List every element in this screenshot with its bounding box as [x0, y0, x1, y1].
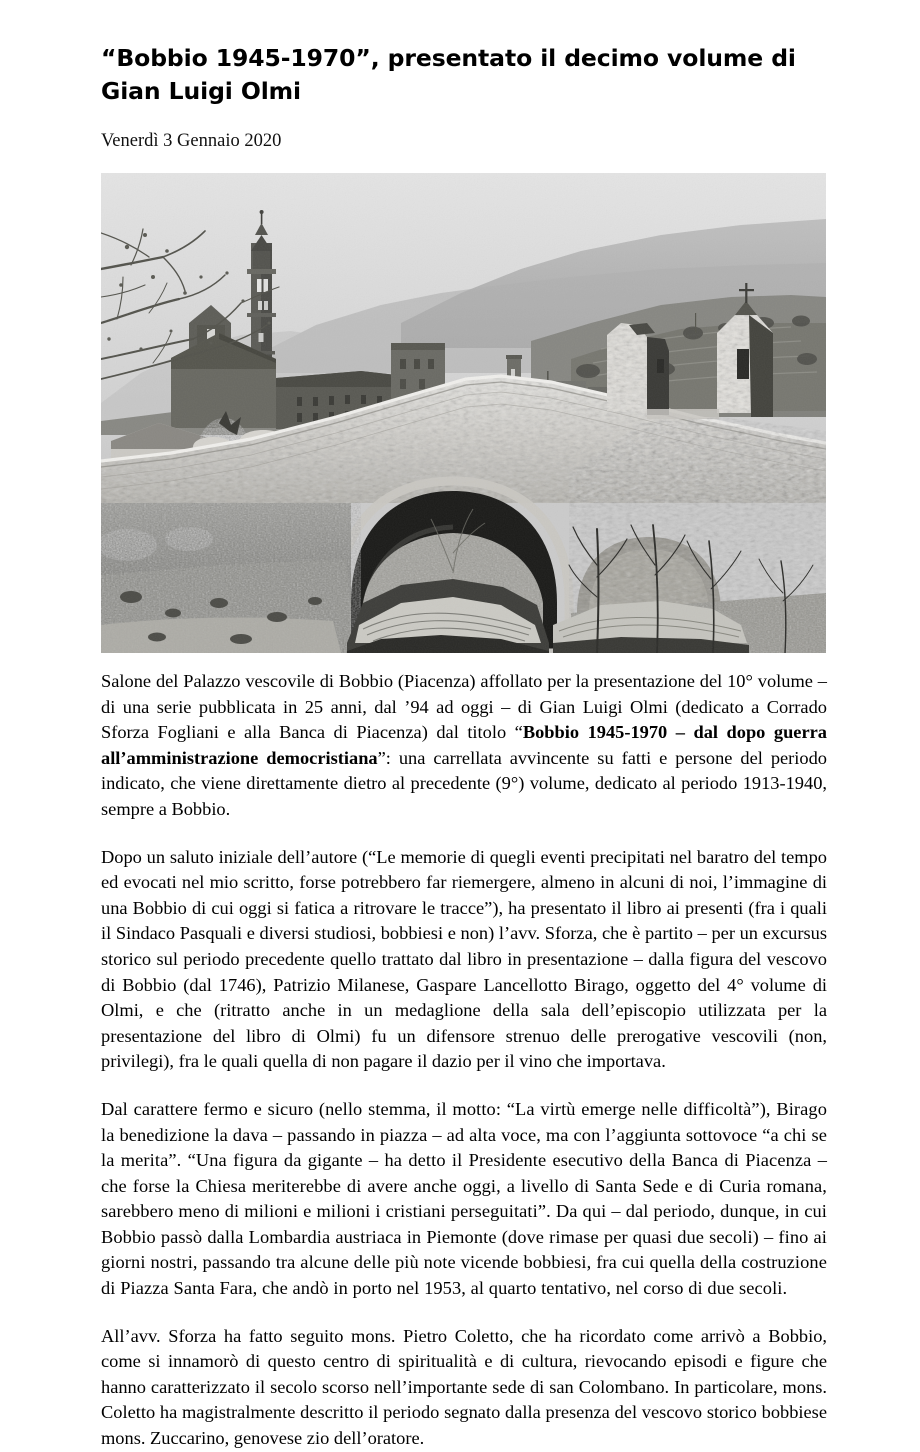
emphasis-bold-run: Bobbio 1945-1970 – dal dopo guerra all’amministrazione democristiana [101, 722, 827, 768]
text-run: Salone del Palazzo vescovile di Bobbio (Piacenza) affollato per la presentazione del 10° volume – di una serie pubblicata in 25 anni, dal ’94 ad oggi – di Gian Luigi Olmi (dedicato a Corrado Sforza Fogliani e alla Banca di Piacenza) dal titolo “ [101, 671, 827, 743]
article-body [101, 653, 827, 1452]
text-run: Dal carattere fermo e sicuro (nello stemma, il motto: “La virtù emerge nelle difficoltà”), Birago la benedizione la dava – passando in piazza – ad alta voce, ma con l’aggiunta sottovoce “a chi se la merita”. “Una figura da gigante – ha detto il Presidente esecutivo della Banca di Piacenza – che forse la Chiesa meriterebbe di avere anche oggi, a livello di Santa Sede e di Curia romana, sarebbero meno di milioni e milioni i cristiani perseguitati”. Da qui – dal periodo, dunque, in cui Bobbio passò dalla Lombardia austriaca in Piemonte (dove rimase per quasi due secoli) – fino ai giorni nostri, passando tra alcune delle più note vicende bobbiesi, fra cui quella della costruzione di Piazza Santa Fara, che andò in porto nel 1953, al quarto tentativo, nel corso di due secoli. [101, 1098, 827, 1299]
paragraph-3 [101, 1097, 827, 1302]
paragraph-4 [101, 1324, 827, 1452]
article-date: Venerdì 3 Gennaio 2020 [101, 131, 282, 151]
text-run: All’avv. Sforza ha fatto seguito mons. Pietro Coletto, che ha ricordato come arrivò a Bobbio, come si innamorò di questo centro di spiritualità e di cultura, rievocando episodi e figure che hanno caratterizzato il secolo scorso nell’importante sede di san Colombano. In particolare, mons. Coletto ha magistralmente descritto il periodo segnato dalla presenza del vescovo storico bobbiese mons. Zuccarino, genovese zio dell’oratore. [101, 1325, 827, 1449]
paragraph-2 [101, 845, 827, 1075]
text-run: Dopo un saluto iniziale dell’autore (“Le memorie di quegli eventi precipitati nel baratro del tempo ed evocati nel mio scritto, forse potrebbero far riemergere, almeno in alcuni di noi, l’immagine di una Bobbio di cui oggi si fatica a ritrovare le tracce”), ha presentato il libro ai presenti (fra i quali il Sindaco Pasquali e diversi studiosi, bobbiesi e non) l’avv. Sforza, che è partito – per un excursus storico sul periodo precedente quello trattato dal libro in presentazione – dalla figura del vescovo di Bobbio (dal 1746), Patrizio Milanese, Gaspare Lancellotto Birago, oggetto del 4° volume di Olmi, e che (ritratto anche in un medaglione della sala dell’episcopio utilizzata per la presentazione del libro di Olmi) fu un difensore strenuo delle prerogative vescovili (non, privilegi), fra le quali quella di non pagare il dazio per il vino che importava. [101, 846, 827, 1072]
paragraph-1 [101, 669, 827, 823]
article-figure [101, 152, 826, 653]
page-title: “Bobbio 1945-1970”, presentato il decimo volume di Gian Luigi Olmi [101, 44, 796, 105]
text-run: ”: una carrellata avvincente su fatti e persone del periodo indicato, che viene direttamente dietro al precedente (9°) volume, dedicato al periodo 1913-1940, sempre a Bobbio. [101, 747, 828, 819]
bobbio-bridge-photo [101, 173, 826, 653]
article-container [101, 0, 827, 1452]
